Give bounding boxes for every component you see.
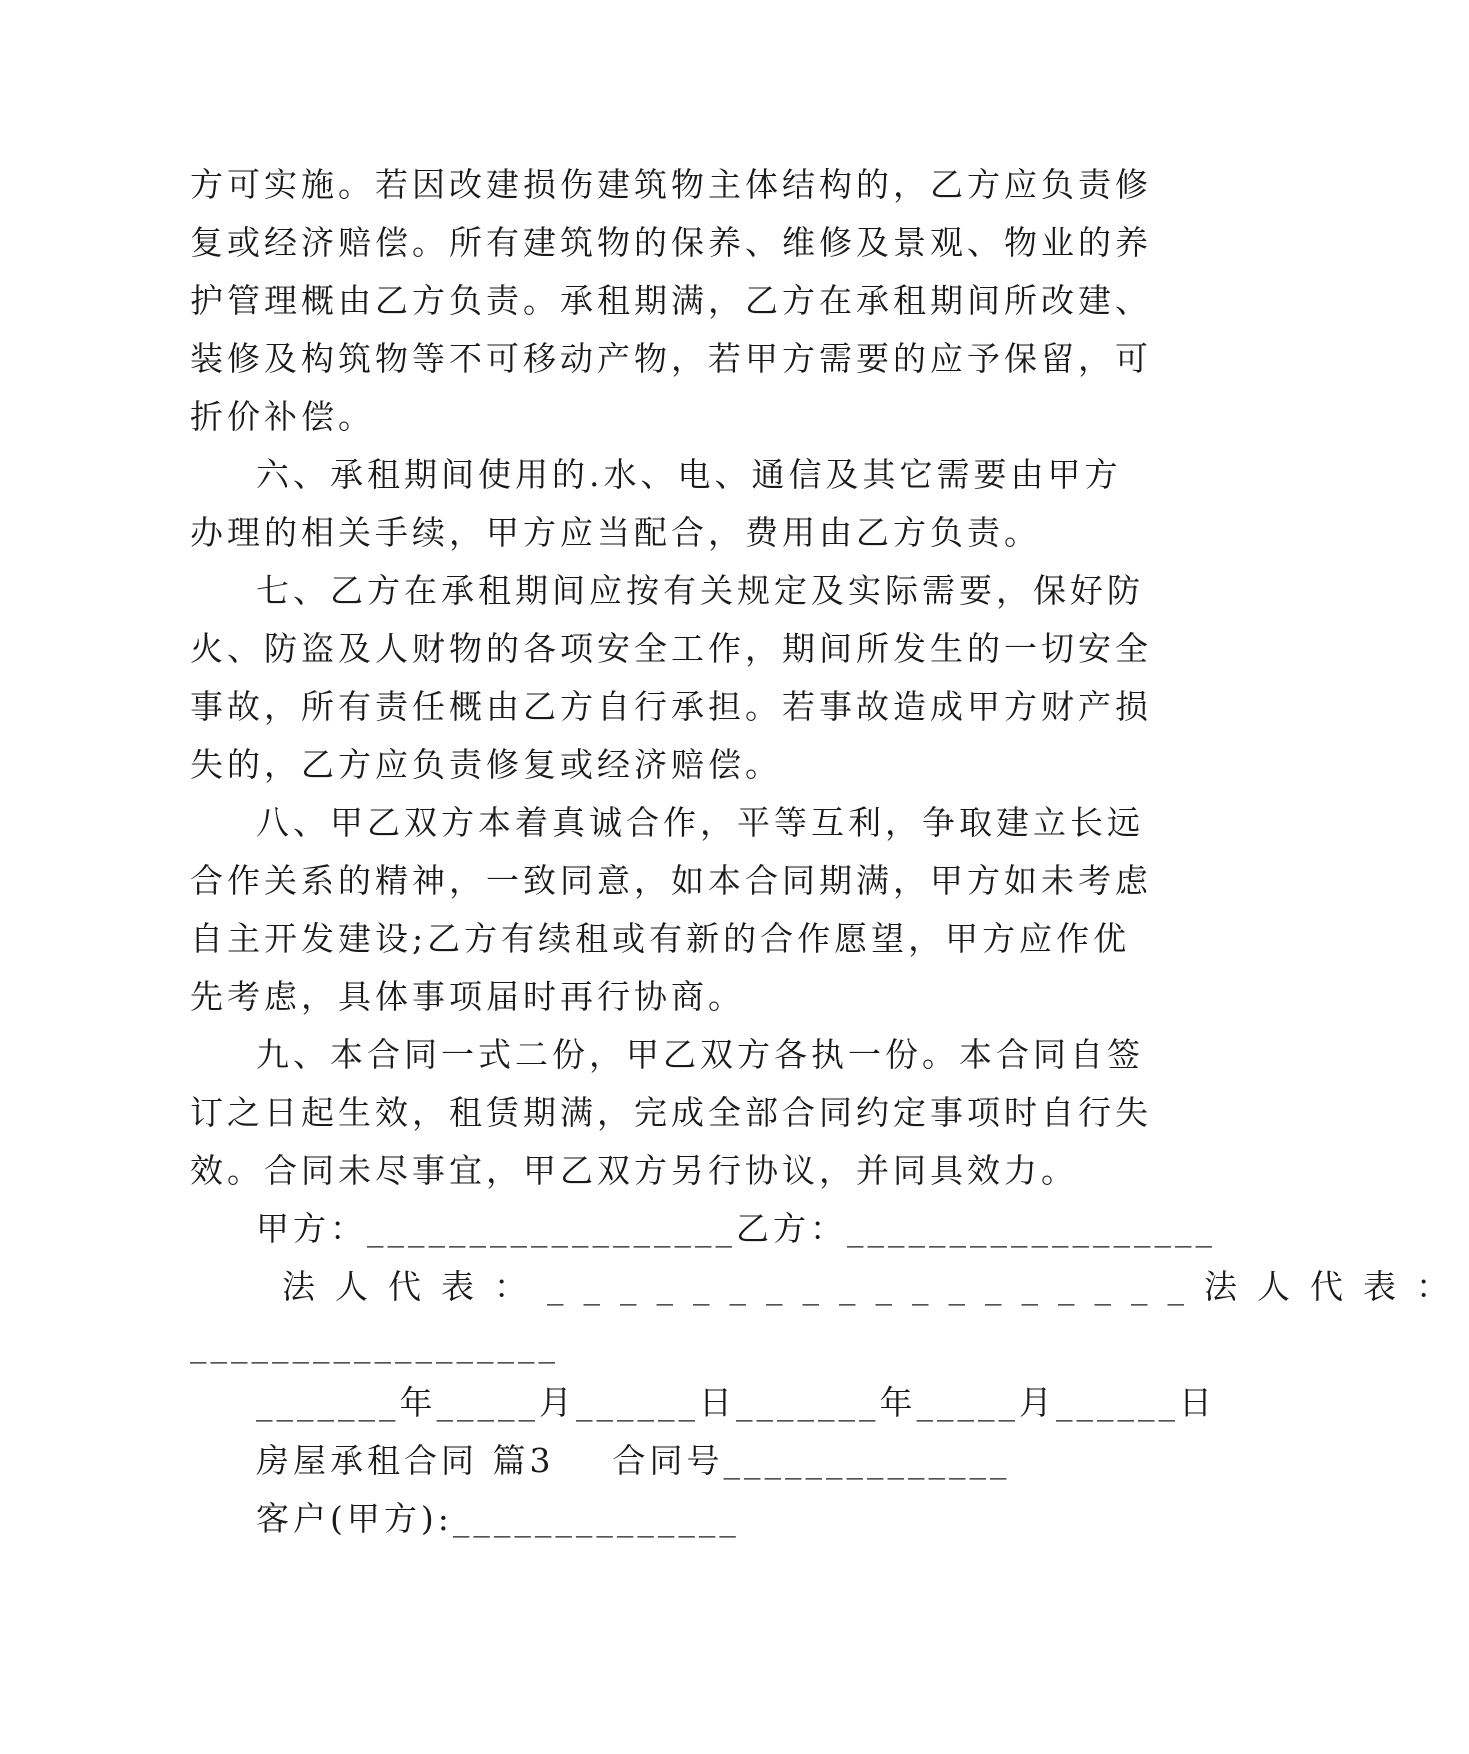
paragraph-8-line-1: 八、甲乙双方本着真诚合作，平等互利，争取建立长远 xyxy=(256,803,1144,842)
parties-signature-line: 甲方：__________________乙方：__________________ xyxy=(256,1209,1216,1248)
paragraph-7-line-4: 失的，乙方应负责修复或经济赔偿。 xyxy=(190,745,782,784)
paragraph-8-line-3: 自主开发建设;乙方有续租或有新的合作愿望，甲方应作优 xyxy=(190,919,1131,958)
next-contract-title-line: 房屋承租合同 篇3 合同号______________ xyxy=(256,1441,1011,1480)
paragraph-6-line-2: 办理的相关手续，甲方应当配合，费用由乙方负责。 xyxy=(190,513,1041,552)
client-party-a-line: 客户(甲方):______________ xyxy=(256,1499,740,1538)
paragraph-6-line-1: 六、承租期间使用的.水、电、通信及其它需要由甲方 xyxy=(256,455,1122,494)
paragraph-5-line-5: 折价补偿。 xyxy=(190,397,375,436)
paragraph-7-line-2: 火、防盗及人财物的各项安全工作，期间所发生的一切安全 xyxy=(190,629,1152,668)
legal-representative-blank: __________________ xyxy=(190,1325,559,1364)
paragraph-5-line-2: 复或经济赔偿。所有建筑物的保养、维修及景观、物业的养 xyxy=(190,223,1152,262)
paragraph-5-line-3: 护管理概由乙方负责。承租期满，乙方在承租期间所改建、 xyxy=(190,281,1152,320)
paragraph-5-line-4: 装修及构筑物等不可移动产物，若甲方需要的应予保留，可 xyxy=(190,339,1152,378)
paragraph-9-line-3: 效。合同未尽事宜，甲乙双方另行协议，并同具效力。 xyxy=(190,1151,1078,1190)
paragraph-9-line-1: 九、本合同一式二份，甲乙双方各执一份。本合同自签 xyxy=(256,1035,1144,1074)
paragraph-8-line-4: 先考虑，具体事项届时再行协商。 xyxy=(190,977,745,1016)
paragraph-7-line-3: 事故，所有责任概由乙方自行承担。若事故造成甲方财产损 xyxy=(190,687,1152,726)
paragraph-5-line-1: 方可实施。若因改建损伤建筑物主体结构的，乙方应负责修 xyxy=(190,165,1152,204)
signing-date-line: _______年_____月______日_______年_____月______日 xyxy=(256,1383,1216,1422)
paragraph-9-line-2: 订之日起生效，租赁期满，完成全部合同约定事项时自行失 xyxy=(190,1093,1152,1132)
legal-representative-line: 法人代表：__________________法人代表： xyxy=(282,1267,1469,1306)
paragraph-8-line-2: 合作关系的精神，一致同意，如本合同期满，甲方如未考虑 xyxy=(190,861,1152,900)
paragraph-7-line-1: 七、乙方在承租期间应按有关规定及实际需要，保好防 xyxy=(256,571,1144,610)
